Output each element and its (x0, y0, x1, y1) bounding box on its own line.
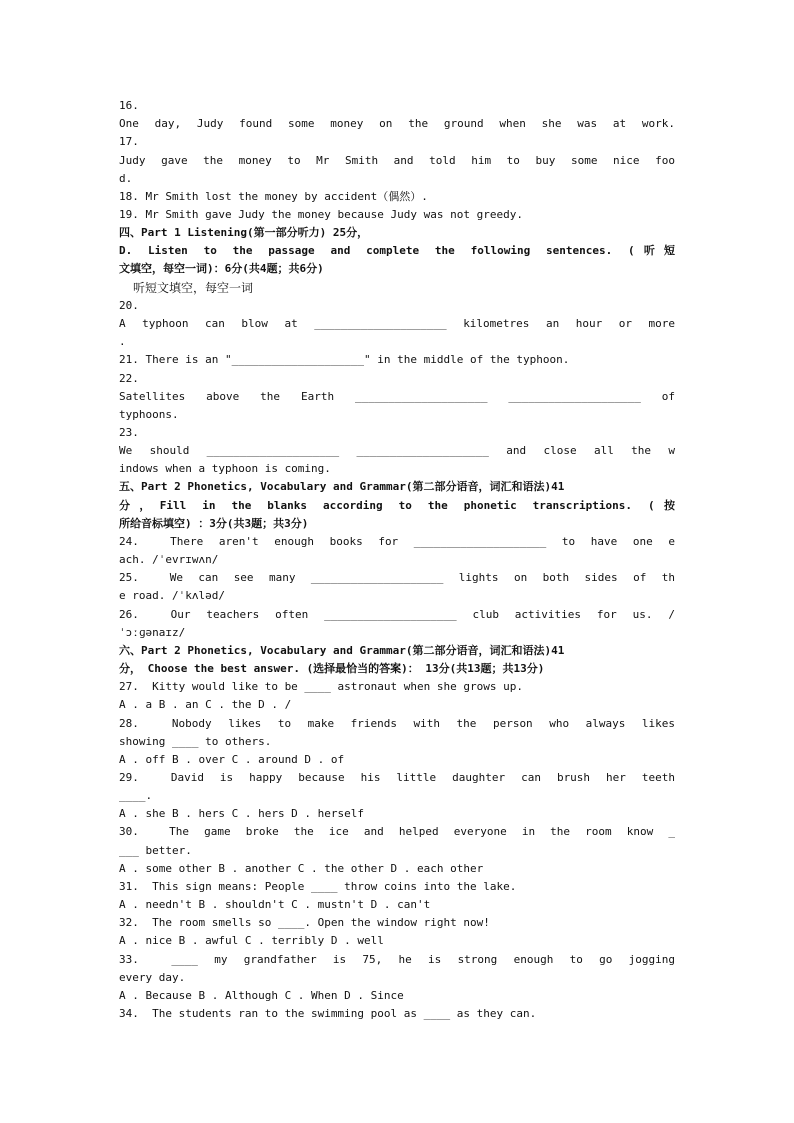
section-4-heading: 四、Part 1 Listening(第一部分听力) 25分， (119, 226, 369, 239)
question-number: 22. (119, 372, 139, 385)
question-33-options: A . Because B . Although C . When D . Since (119, 989, 404, 1002)
question-23: We should ____________________ ____________________ and close all the w (119, 444, 675, 457)
question-28: 28. Nobody likes to make friends with the person who always likes (119, 717, 675, 730)
question-32-options: A . nice B . awful C . terribly D . well (119, 934, 384, 947)
statement-17-cont: d. (119, 172, 133, 185)
question-34: 34. The students ran to the swimming pool as ____ as they can. (119, 1007, 537, 1020)
section-d-subheading: 听短文填空，每空一词 (133, 281, 254, 295)
question-30-cont: ___ better. (119, 844, 192, 857)
statement-17: Judy gave the money to Mr Smith and told him to buy some nice foo (119, 154, 675, 167)
question-27-options: A . a B . an C . the D . / (119, 698, 292, 711)
question-21: 21. There is an "____________________" in the middle of the typhoon. (119, 353, 570, 366)
question-28-options: A . off B . over C . around D . of (119, 753, 345, 766)
statement-18: 18. Mr Smith lost the money by accident（偶然）. (119, 190, 428, 203)
question-27: 27. Kitty would like to be ____ astronaut when she grows up. (119, 680, 523, 693)
question-33: 33. ____ my grandfather is 75, he is strong enough to go jogging (119, 953, 675, 966)
question-number: 20. (119, 299, 139, 312)
question-25-cont: e road. /ˈkʌləd/ (119, 589, 225, 602)
question-20: A typhoon can blow at ____________________ kilometres an hour or more (119, 317, 675, 330)
question-20-cont: . (119, 335, 126, 348)
section-5-score: 所给音标填空) ：3分(共3题；共3分) (119, 517, 309, 530)
question-24: 24. There aren't enough books for ____________________ to have one e (119, 535, 675, 548)
question-number: 16. (119, 99, 139, 112)
question-24-cont: ach. /ˈevrɪwʌn/ (119, 553, 219, 566)
question-30-options: A . some other B . another C . the other D . each other (119, 862, 484, 875)
question-number: 23. (119, 426, 139, 439)
question-33-cont: every day. (119, 971, 186, 984)
question-26-cont: ˈɔːɡənaɪz/ (119, 626, 186, 639)
question-28-cont: showing ____ to others. (119, 735, 272, 748)
question-25: 25. We can see many ____________________ lights on both sides of th (119, 571, 675, 584)
question-31-options: A . needn't B . shouldn't C . mustn't D . can't (119, 898, 431, 911)
question-29-cont: ____. (119, 789, 153, 802)
section-d-instruction: D. Listen to the passage and complete the following sentences. (听短 (119, 244, 675, 257)
question-30: 30. The game broke the ice and helped everyone in the room know _ (119, 825, 675, 838)
question-31: 31. This sign means: People ____ throw coins into the lake. (119, 880, 517, 893)
question-22: Satellites above the Earth ____________________ ____________________ of (119, 390, 675, 403)
question-29-options: A . she B . hers C . hers D . herself (119, 807, 365, 820)
section-5-instruction: 分，Fill in the blanks according to the phonetic transcriptions. (按 (119, 499, 675, 512)
section-6-heading: 六、Part 2 Phonetics, Vocabulary and Grammar(第二部分语音，词汇和语法)41 (119, 644, 565, 657)
section-d-score: 文填空，每空一词)：6分(共4题；共6分) (119, 262, 324, 275)
section-6-instruction: 分， Choose the best answer. (选择最恰当的答案)： 13分(共13题；共13分) (119, 662, 545, 675)
question-23-cont: indows when a typhoon is coming. (119, 462, 331, 475)
section-5-heading: 五、Part 2 Phonetics, Vocabulary and Grammar(第二部分语音，词汇和语法)41 (119, 480, 565, 493)
question-29: 29. David is happy because his little daughter can brush her teeth (119, 771, 675, 784)
question-32: 32. The room smells so ____. Open the window right now! (119, 916, 490, 929)
question-22-cont: typhoons. (119, 408, 179, 421)
question-26: 26. Our teachers often ____________________ club activities for us. / (119, 608, 675, 621)
statement-19: 19. Mr Smith gave Judy the money because Judy was not greedy. (119, 208, 523, 221)
question-number: 17. (119, 135, 139, 148)
statement-16: One day, Judy found some money on the ground when she was at work. (119, 117, 675, 130)
